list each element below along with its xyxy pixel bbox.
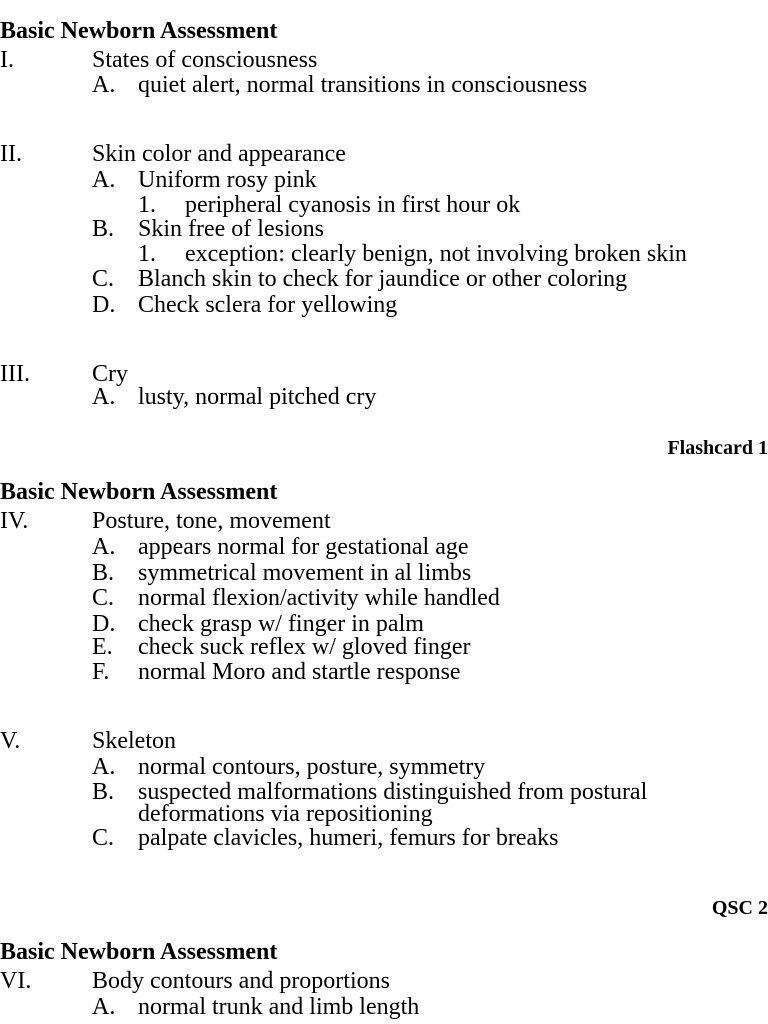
card-3-heading: Basic Newborn Assessment (0, 939, 278, 965)
section-numeral: VI. (0, 968, 32, 994)
item-text: symmetrical movement in al limbs (138, 560, 472, 586)
sub-item-number: 1. (138, 241, 156, 267)
sub-item-text: exception: clearly benign, not involving broken skin (185, 241, 687, 267)
section-title: Skin color and appearance (92, 141, 346, 167)
item-letter: B. (92, 216, 115, 242)
item-letter: F. (92, 659, 110, 685)
item-text: check grasp w/ finger in palm (138, 611, 424, 637)
section-title: Body contours and proportions (92, 968, 390, 994)
item-letter: A. (92, 534, 116, 560)
item-letter: D. (92, 292, 116, 318)
item-text: appears normal for gestational age (138, 534, 469, 560)
item-text: Skin free of lesions (138, 216, 324, 242)
item-text: quiet alert, normal transitions in consciousness (138, 72, 588, 98)
card-1-heading: Basic Newborn Assessment (0, 18, 278, 44)
item-letter: E. (92, 634, 113, 660)
item-text: normal contours, posture, symmetry (138, 754, 486, 780)
item-letter: A. (92, 384, 116, 410)
item-letter: B. (92, 560, 115, 586)
item-text: Uniform rosy pink (138, 167, 317, 193)
section-numeral: I. (0, 47, 14, 73)
item-text: normal trunk and limb length (138, 994, 420, 1020)
item-text: palpate clavicles, humeri, femurs for breaks (138, 825, 559, 851)
section-title: Skeleton (92, 728, 176, 754)
item-text: suspected malformations distinguished from postural (138, 779, 648, 805)
item-text: normal flexion/activity while handled (138, 585, 500, 611)
item-text: check suck reflex w/ gloved finger (138, 634, 471, 660)
item-letter: C. (92, 585, 115, 611)
section-title: Posture, tone, movement (92, 508, 331, 534)
item-text: Blanch skin to check for jaundice or other coloring (138, 266, 628, 292)
sub-item-number: 1. (138, 192, 156, 218)
item-text: normal Moro and startle response (138, 659, 461, 685)
card-2-heading: Basic Newborn Assessment (0, 479, 278, 505)
section-numeral: IV. (0, 508, 29, 534)
item-letter: A. (92, 994, 116, 1020)
section-title: States of consciousness (92, 47, 318, 73)
item-letter: A. (92, 754, 116, 780)
item-text-continuation: deformations via repositioning (138, 801, 433, 827)
item-letter: D. (92, 611, 116, 637)
item-letter: C. (92, 825, 115, 851)
card-2-footer: QSC 2 (711, 897, 768, 919)
item-letter: B. (92, 779, 115, 805)
item-letter: A. (92, 72, 116, 98)
card-1-footer: Flashcard 1 (667, 437, 768, 459)
section-numeral: II. (0, 141, 22, 167)
item-text: lusty, normal pitched cry (138, 384, 377, 410)
section-title: Cry (92, 361, 128, 387)
section-numeral: V. (0, 728, 21, 754)
sub-item-text: peripheral cyanosis in first hour ok (185, 192, 521, 218)
item-text: Check sclera for yellowing (138, 292, 398, 318)
item-letter: C. (92, 266, 115, 292)
section-numeral: III. (0, 361, 30, 387)
item-letter: A. (92, 167, 116, 193)
